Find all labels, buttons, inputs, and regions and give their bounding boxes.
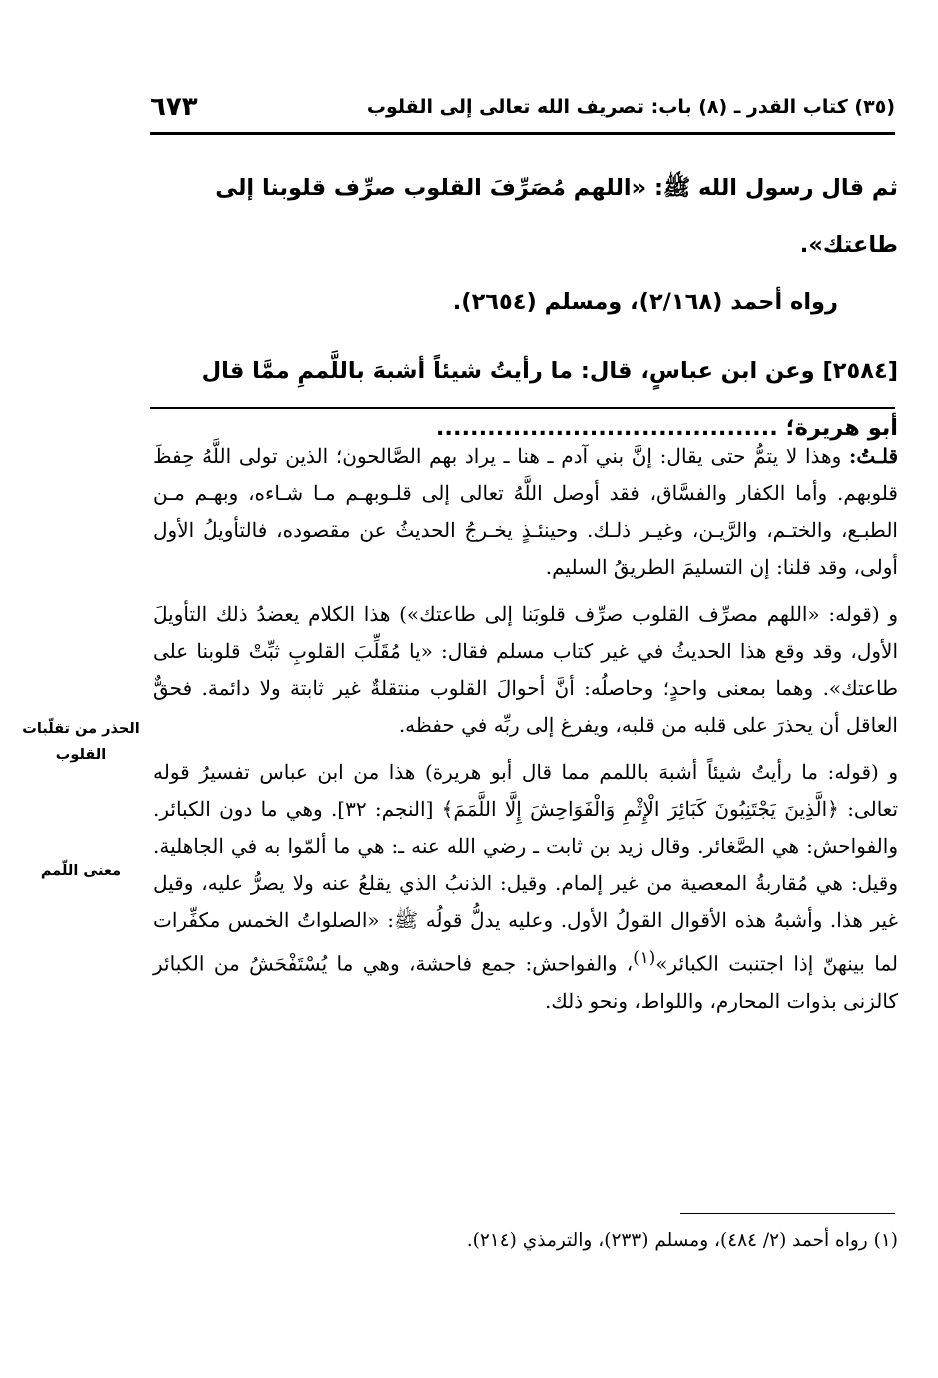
commentary-text-1: وهذا لا يتمُّ حتى يقال: إنَّ بني آدم ـ هنا ـ يراد بهم الصَّالحون؛ الذين تولى اللَّهُ حِفظَ قلوبهم. وأما الكفار والفسَّاق، فقد أوصل اللَّهُ تعالى إلى قلـوبهـم مـا شـاءه، وبهـم مـن الطبـع، والختـم، والرَّيـن، وغيـر ذلـك. وحينئـذٍ يخـرجُ الحديثُ عن مقصوده، فالتأويلُ الأول أولى، وقد قلنا: إن التسليمَ الطريقُ السليم. [153, 444, 898, 579]
running-title: (٣٥) كتاب القدر ـ (٨) باب: تصريف الله تعالى إلى القلوب [366, 96, 895, 118]
hadith-reference: رواه أحمد (٢/١٦٨)، ومسلم (٢٦٥٤). [452, 289, 838, 315]
footnote-marker: (١) [633, 948, 656, 967]
hadith-block [158, 160, 898, 457]
commentary-text-3-tail: ، والفواحش: جمع فاحشة، وهي ما يُسْتَفْحَشُ من الكبائر كالزنى بذوات المحارم، واللواط، ونحو ذلك. [153, 951, 898, 1013]
commentary-paragraph-2: و (قوله: «اللهم مصرِّف القلوب صرِّف قلوبَنا إلى طاعتك») هذا الكلام يعضدُ ذلك التأويلَ الأول، وقد وقع هذا الحديثُ في غير كتاب مسلم فقال: «يا مُقَلِّبَ القلوبِ ثبِّتْ قلوبنا على طاعتك». وهما بمعنى واحدٍ؛ وحاصلُه: أنَّ أحوالَ القلوب منتقلةٌ غير ثابتة ولا دائمة. فحقٌّ العاقل أن يحذرَ على قلبه من قلبه، ويفرغ إلى ربِّه في حفظه. [153, 602, 898, 737]
commentary-paragraph-1 [153, 438, 898, 586]
commentary-lead: قلـتُ: [848, 444, 899, 468]
commentary-text-3: و (قوله: ما رأيتُ شيئاً أشبهَ باللمم مما قال أبو هريرة) هذا من ابن عباس تفسيرُ قوله تعالى: ﴿الَّذِينَ يَجْتَنِبُونَ كَبَائِرَ الْإِثْمِ وَالْفَوَاحِشَ إِلَّا اللَّمَمَ﴾ [النجم: ٣٢]. وهي ما دون الكبائر. والفواحش: هي الصَّغائر. وقال زيد بن ثابت ـ رضي الله عنه ـ: هي ما ألمّوا به في الجاهلية. وقيل: هي مُقاربةُ المعصية من غير إلمام. وقيل: الذنبُ الذي يقلعُ عنه ولا يصرُّ عليه، وقيل غير هذا. وأشبهُ هذه الأقوال القولُ الأول. وعليه يدلُّ قولُه ﷺ: «الصلواتُ الخمس مكفِّرات لما بينهنّ إذا اجتنبت الكبائر» [153, 760, 899, 976]
section-separator [150, 407, 895, 409]
hadith-line-4: أبو هريرة؛ ........................................ [435, 415, 898, 441]
page-number: ٦٧٣ [150, 92, 198, 122]
commentary-paragraph-3 [153, 754, 898, 1020]
page-header [150, 92, 895, 135]
side-note-lamam-meaning: معنى اللّمم [40, 863, 122, 879]
footnote: (١) رواه أحمد (٢/ ٤٨٤)، ومسلم (٢٣٣)، والترمذي (٢١٤). [466, 1230, 898, 1251]
hadith-line-1: ثم قال رسول الله ﷺ: «اللهم مُصَرِّفَ القلوب صرِّف قلوبنا إلى طاعتك». [215, 175, 898, 258]
hadith-line-3: [٢٥٨٤] وعن ابن عباسٍ، قال: ما رأيتُ شيئاً أشبهَ باللَّممِ ممَّا قال [201, 358, 898, 384]
side-note-heart-changes: الحذر من تقلّبات القلوب [22, 721, 140, 763]
commentary-block [153, 438, 898, 1030]
footnote-rule [680, 1213, 895, 1214]
